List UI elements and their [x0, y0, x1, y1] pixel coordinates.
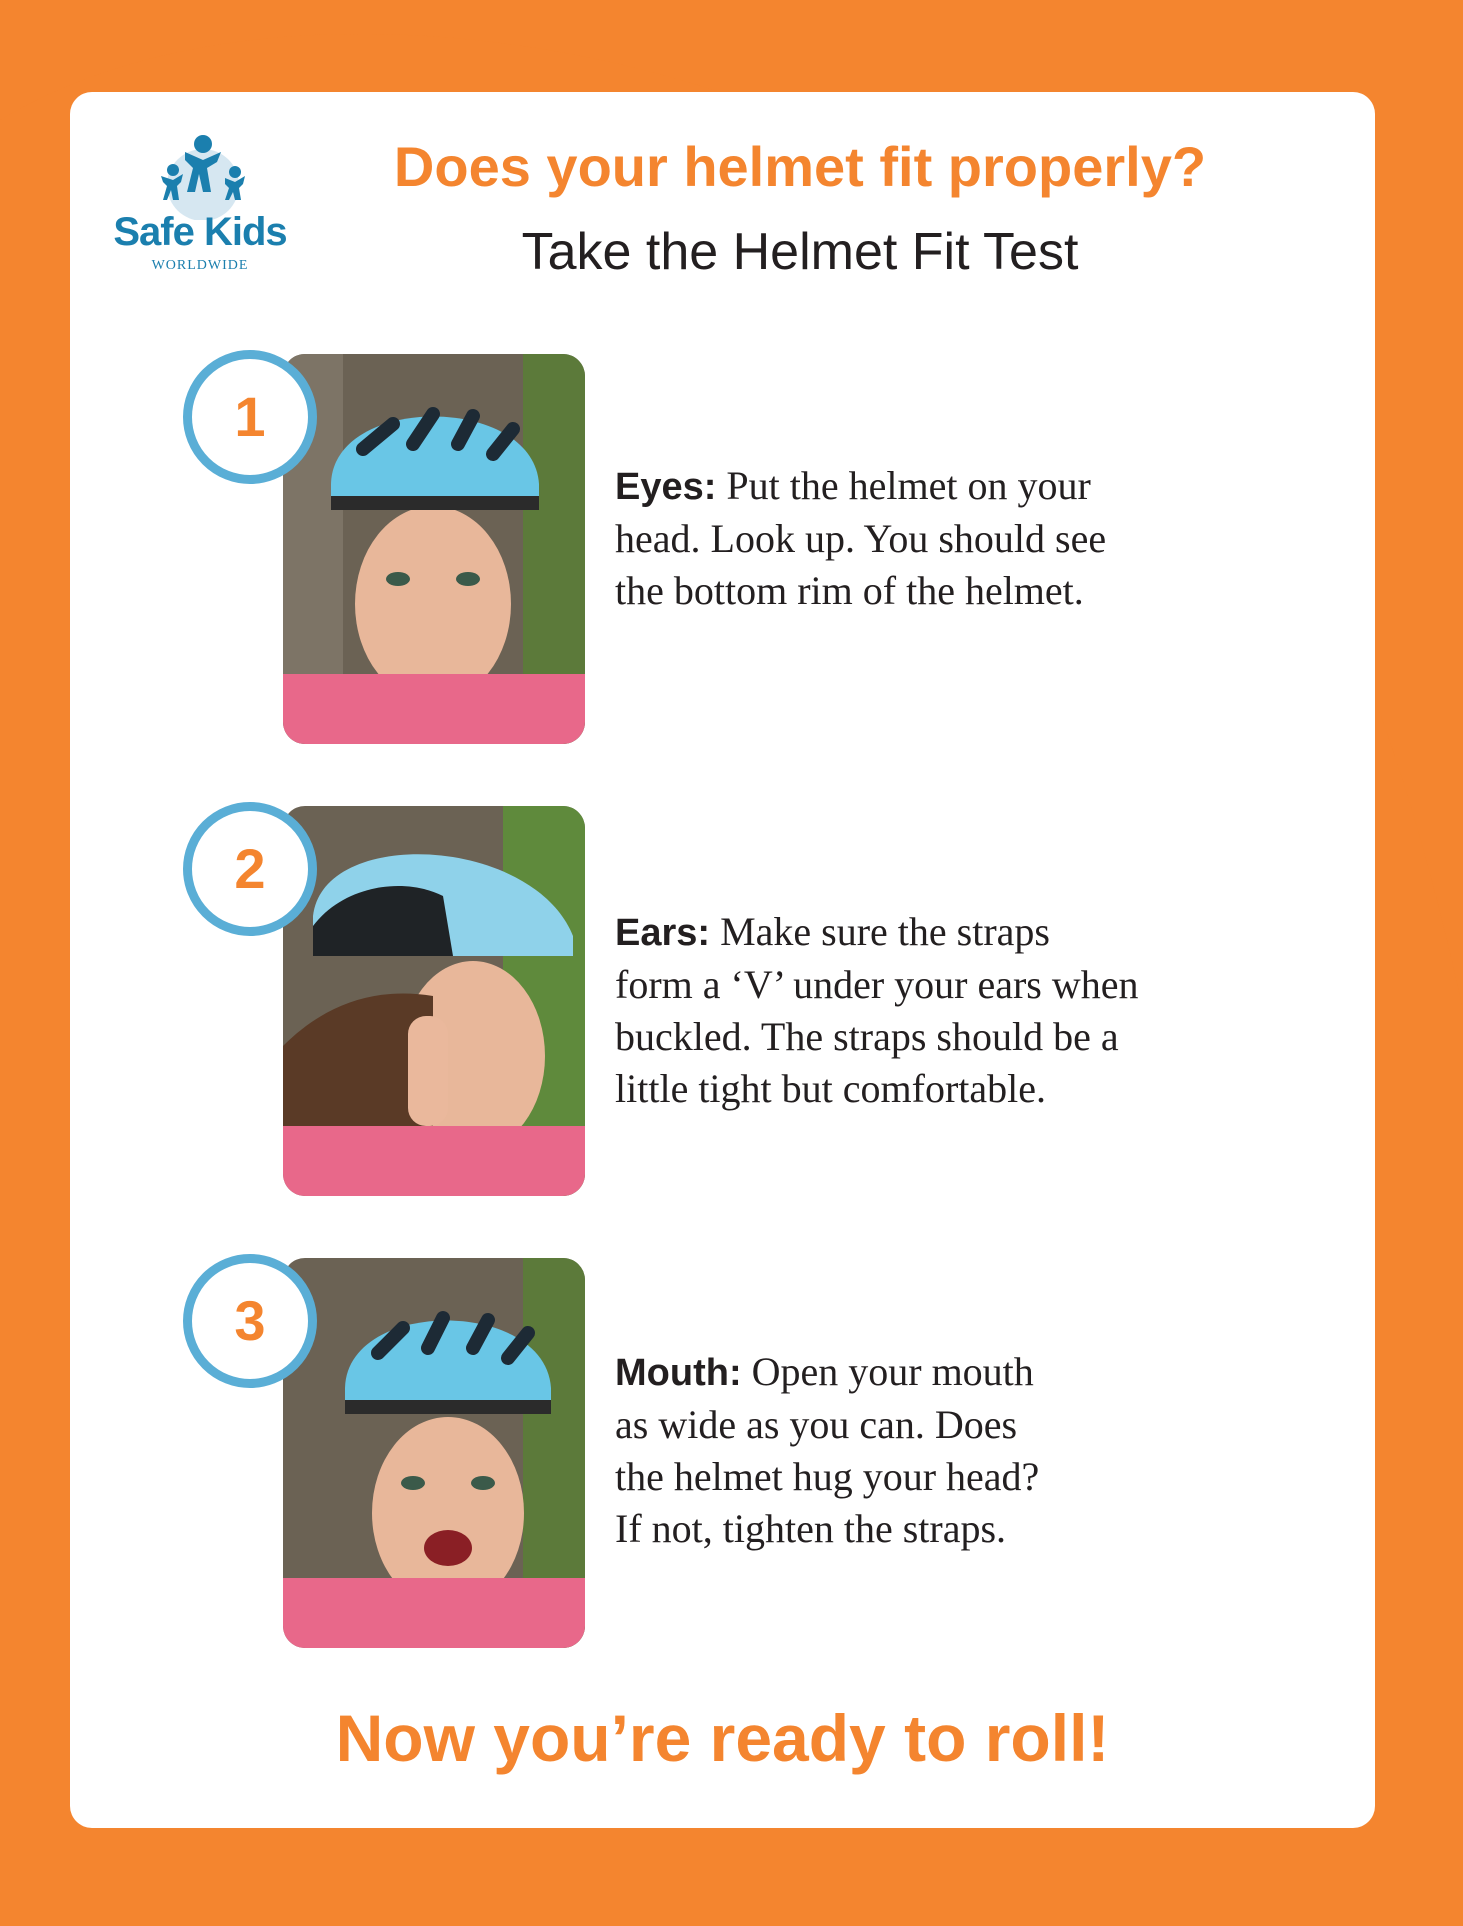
- page-subtitle: Take the Helmet Fit Test: [521, 223, 1079, 281]
- safe-kids-logo: [95, 130, 305, 285]
- step-1-heading: Eyes:: [615, 466, 717, 508]
- step-2-line-4: little tight but comfortable.: [615, 1066, 1047, 1111]
- step-1-line-1: Put the helmet on your: [726, 463, 1091, 508]
- kids-figure-icon: [95, 130, 305, 220]
- step-2-line-2: form a ‘V’ under your ears when: [615, 962, 1139, 1007]
- step-3-line-3: the helmet hug your head?: [615, 1454, 1040, 1499]
- step-2-photo: [283, 806, 585, 1196]
- step-3-photo: [283, 1258, 585, 1648]
- step-1-line-3: the bottom rim of the helmet.: [615, 568, 1084, 613]
- page-title: Does your helmet fit properly?: [393, 135, 1207, 198]
- step-2-number-badge: 2: [183, 802, 317, 936]
- step-3-heading: Mouth:: [615, 1352, 742, 1394]
- step-3-number-badge: 3: [183, 1254, 317, 1388]
- footer-slogan: Now you’re ready to roll!: [335, 1701, 1110, 1775]
- step-2-heading: Ears:: [615, 912, 711, 954]
- logo-tagline: WORLDWIDE: [151, 258, 249, 273]
- step-2-line-1: Make sure the straps: [720, 909, 1050, 954]
- step-1-photo: [283, 354, 585, 744]
- step-1: [0, 354, 1463, 754]
- logo-name: Safe Kids: [113, 210, 287, 254]
- step-2-text: [615, 906, 1255, 1115]
- step-1-number-badge: 1: [183, 350, 317, 484]
- step-3-text: [615, 1346, 1255, 1555]
- step-2-line-3: buckled. The straps should be a: [615, 1014, 1119, 1059]
- step-3: [0, 1258, 1463, 1658]
- step-3-line-2: as wide as you can. Does: [615, 1402, 1018, 1447]
- step-3-line-4: If not, tighten the straps.: [615, 1506, 1007, 1551]
- step-2: [0, 806, 1463, 1206]
- step-3-line-1: Open your mouth: [751, 1349, 1034, 1394]
- step-1-line-2: head. Look up. You should see: [615, 516, 1107, 561]
- step-1-text: [615, 460, 1255, 617]
